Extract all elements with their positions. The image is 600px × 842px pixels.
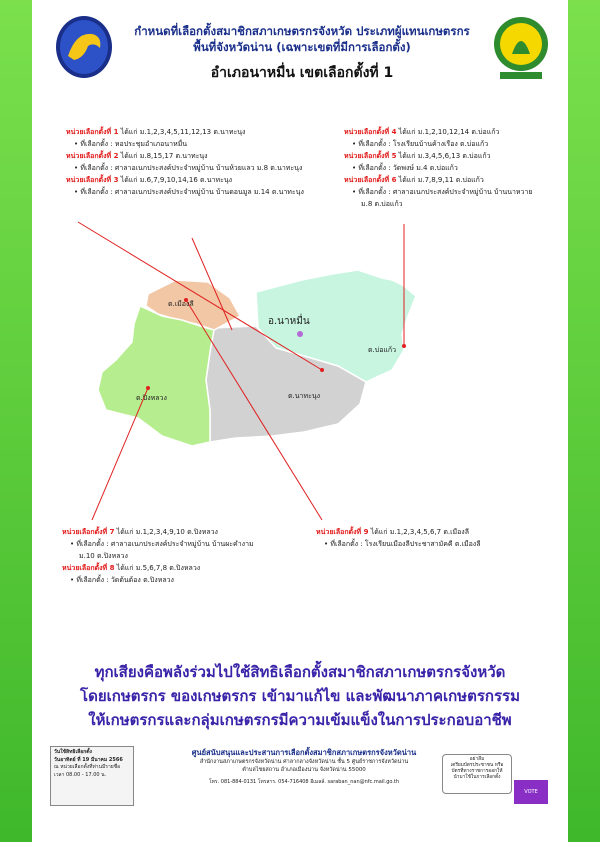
unit3-place: ที่เลือกตั้ง : ศาลาอเนกประสงค์ประจำหมู่บ้าน บ้านดอนมูล ม.14 ต.นาทะนุง — [80, 188, 304, 196]
unit8-area: ได้แก่ ม.5,6,7,8 ต.ปิงหลวง — [116, 564, 201, 572]
voting-day-date: วันอาทิตย์ ที่ 19 มีนาคม 2566 — [54, 756, 123, 763]
right-green-frame — [568, 0, 600, 842]
marker-ping-luang — [146, 386, 150, 390]
province-seal-icon — [54, 14, 114, 80]
farmers-council-seal-icon — [492, 14, 550, 80]
unit7-label: หน่วยเลือกตั้งที่ 7 — [62, 528, 115, 536]
unit4-area: ได้แก่ ม.1,2,10,12,14 ต.บ่อแก้ว — [398, 128, 500, 136]
unit8-place: ที่เลือกตั้ง : วัดต้นต้อง ต.ปิงหลวง — [76, 576, 174, 584]
ballot-box-icon: VOTE — [514, 780, 548, 804]
unit1-label: หน่วยเลือกตั้งที่ 1 — [66, 128, 119, 136]
poster-title-line2: พื้นที่จังหวัดน่าน (เฉพาะเขตที่มีการเลือกตั้ง) — [193, 40, 411, 54]
unit-list-mueangli — [316, 526, 481, 550]
slogan-line3: ให้เกษตรกรและกลุ่มเกษตรกรมีความเข้มแข็งในการประกอบอาชีพ — [88, 711, 512, 729]
marker-na-tha-nung — [320, 368, 324, 372]
unit2-label: หน่วยเลือกตั้งที่ 2 — [66, 152, 119, 160]
unit1-area: ได้แก่ ม.1,2,3,4,5,11,12,13 ต.นาทะนุง — [120, 128, 246, 136]
slogan-line2: โดยเกษตรกร ของเกษตรกร เข้ามาแก้ไข และพัฒนาภาคเกษตรกรรม — [80, 687, 520, 705]
unit2-area: ได้แก่ ม.8,15,17 ต.นาทะนุง — [120, 152, 208, 160]
district-title: อำเภอนาหมื่น เขตเลือกตั้งที่ 1 — [210, 65, 394, 81]
poster-sheet — [32, 0, 568, 842]
left-green-frame — [0, 0, 32, 842]
unit9-place: ที่เลือกตั้ง : โรงเรียนเมืองลีประชาสามัคคี ต.เมืองลี — [330, 540, 481, 548]
slogan — [32, 660, 568, 732]
unit3-area: ได้แก่ ม.6,7,9,10,14,16 ต.นาทะนุง — [120, 176, 233, 184]
map-region-ping-luang — [98, 306, 214, 446]
poster-header — [32, 0, 568, 110]
unit7-place2: ม.10 ต.ปิงหลวง — [79, 552, 128, 560]
unit6-area: ได้แก่ ม.7,8,9,11 ต.บ่อแก้ว — [398, 176, 484, 184]
label-bo-kaeo: ต.บ่อแก้ว — [368, 346, 397, 354]
center-title: ศูนย์สนับสนุนและประสานการเลือกตั้งสมาชิกสภาเกษตรกรจังหวัดน่าน — [191, 748, 417, 757]
unit3-label: หน่วยเลือกตั้งที่ 3 — [66, 176, 119, 184]
center-contact: โทร. 081-884-0131 โทรสาร. 054-716408 อีเมลล์. saraban_nan@nfc.mail.go.th — [208, 779, 400, 785]
poster-footer — [32, 740, 568, 842]
unit-list-nathanung — [66, 126, 304, 198]
unit6-place1: ที่เลือกตั้ง : ศาลาอเนกประสงค์ประจำหมู่บ้าน บ้านนาหวาย — [358, 188, 533, 196]
unit8-label: หน่วยเลือกตั้งที่ 8 — [62, 564, 115, 572]
unit5-area: ได้แก่ ม.3,4,5,6,13 ต.บ่อแก้ว — [398, 152, 491, 160]
unit9-label: หน่วยเลือกตั้งที่ 9 — [316, 528, 369, 536]
unit6-place2: ม.8 ต.บ่อแก้ว — [361, 200, 403, 208]
reminder-line3: บัตรที่ทางราชการออกให้ — [451, 769, 503, 774]
unit-list-pingluang — [62, 526, 254, 586]
district-label: อ.นาหมื่น — [268, 316, 310, 327]
unit1-place: ที่เลือกตั้ง : หอประชุมอำเภอนาหมื่น — [80, 140, 188, 148]
district-office-marker — [297, 331, 303, 337]
slogan-line1: ทุกเสียงคือพลังร่วมไปใช้สิทธิเลือกตั้งสมาชิกสภาเกษตรกรจังหวัด — [94, 663, 506, 681]
label-mueang-li: ต.เมืองลี — [168, 300, 194, 308]
label-na-tha-nung: ต.นาทะนุง — [288, 392, 321, 400]
center-address1: สำนักงานสภาเกษตรกรจังหวัดน่าน ศาลากลางจังหวัดน่าน ชั้น 5 ศูนย์ราชการจังหวัดน่าน — [199, 759, 409, 765]
unit9-area: ได้แก่ ม.1,2,3,4,5,6,7 ต.เมืองลี — [370, 528, 470, 536]
unit5-place: ที่เลือกตั้ง : วัดพงษ์ ม.4 ต.บ่อแก้ว — [358, 164, 458, 172]
unit4-place: ที่เลือกตั้ง : โรงเรียนบ้านค้างเรือง ต.บ่อแก้ว — [358, 140, 489, 148]
voting-day-time: เวลา 08.00 - 17.00 น. — [54, 771, 107, 778]
unit5-label: หน่วยเลือกตั้งที่ 5 — [344, 152, 397, 160]
marker-bo-kaeo — [402, 344, 406, 348]
poster-title-line1: กำหนดที่เลือกตั้งสมาชิกสภาเกษตรกรจังหวัด ประเภทผู้แทนเกษตรกร — [134, 24, 470, 38]
unit4-label: หน่วยเลือกตั้งที่ 4 — [344, 128, 397, 136]
unit-list-bokaeo — [344, 126, 532, 210]
reminder-line4: นำมาใช้ในการเลือกตั้ง — [453, 775, 501, 780]
unit7-place1: ที่เลือกตั้ง : ศาลาอเนกประสงค์ประจำหมู่บ้าน บ้านผะคำงาม — [76, 540, 254, 548]
id-card-reminder — [442, 754, 512, 794]
voting-day-card — [50, 746, 134, 806]
reminder-line1: อย่าลืม — [469, 757, 485, 762]
center-address2: ตำบลไชยสถาน อำเภอเมืองน่าน จังหวัดน่าน 55000 — [242, 767, 366, 773]
unit7-area: ได้แก่ ม.1,2,3,4,9,10 ต.ปิงหลวง — [116, 528, 218, 536]
unit6-label: หน่วยเลือกตั้งที่ 6 — [344, 176, 397, 184]
label-ping-luang: ต.ปิงหลวง — [136, 394, 167, 402]
voting-day-place: ณ หน่วยเลือกตั้งที่ท่านมีรายชื่อ — [54, 764, 121, 770]
election-center-info — [154, 748, 454, 786]
unit2-place: ที่เลือกตั้ง : ศาลาอเนกประสงค์ประจำหมู่บ้าน บ้านห้วยแลว ม.8 ต.นาทะนุง — [80, 164, 303, 172]
voting-day-title: วันใช้สิทธิเลือกตั้ง — [54, 749, 92, 755]
reminder-line2: เตรียมบัตรประชาชน หรือ — [450, 763, 504, 768]
